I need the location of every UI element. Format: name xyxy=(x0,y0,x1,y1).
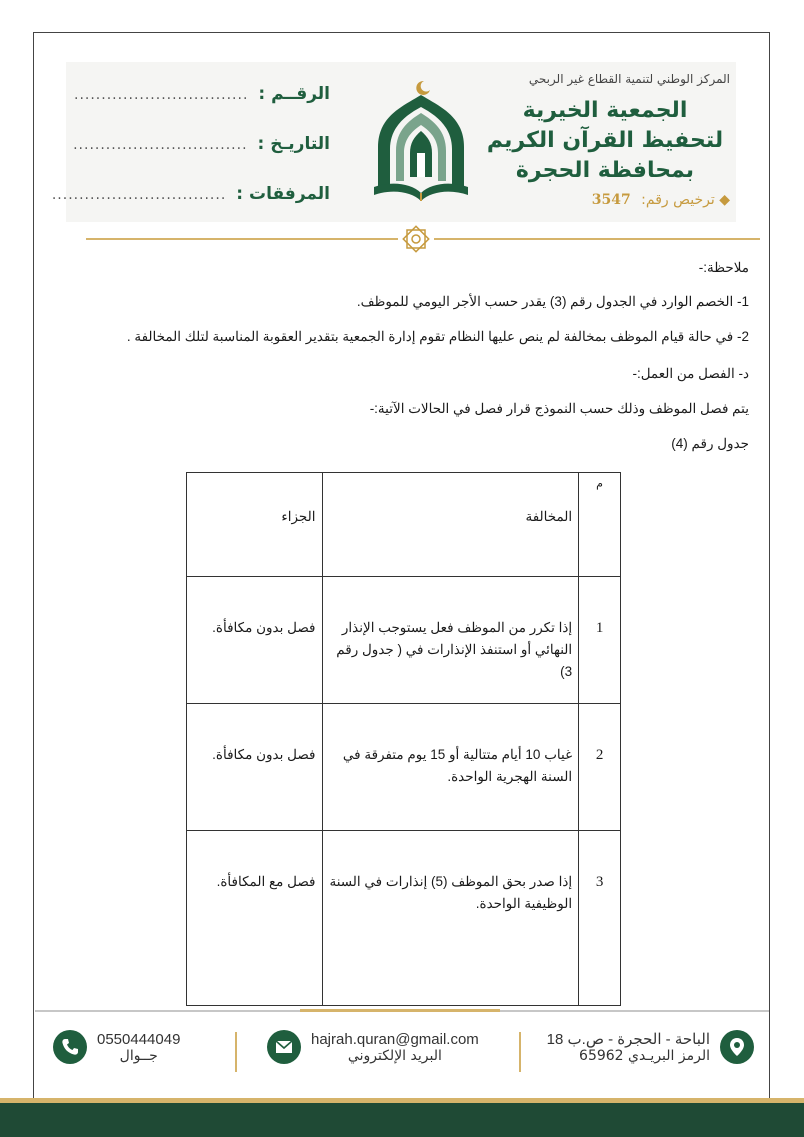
meta-row-number xyxy=(74,84,330,134)
table-row xyxy=(187,577,621,704)
footer-divider-accent xyxy=(300,1009,500,1012)
phone-label: جــوال xyxy=(119,1047,158,1064)
table-header-row xyxy=(187,473,621,577)
postal-code: الرمز البريـدي 65962 xyxy=(579,1048,710,1064)
meta-label: الرقــم : xyxy=(258,84,330,104)
table-caption: جدول رقم (4) xyxy=(671,436,749,451)
row-penalty: فصل بدون مكافأة. xyxy=(187,577,323,704)
footer-contact xyxy=(35,1020,769,1090)
row-penalty: فصل بدون مكافأة. xyxy=(187,704,323,831)
column-header-number: م xyxy=(579,473,621,577)
meta-label: المرفقات : xyxy=(236,184,330,204)
row-penalty: فصل مع المكافأة. xyxy=(187,831,323,1006)
meta-value: ................................ xyxy=(51,187,227,203)
document-meta xyxy=(51,84,330,234)
table-row xyxy=(187,831,621,1006)
footer-address xyxy=(537,1030,754,1064)
row-number: 3 xyxy=(579,831,621,1006)
letterhead xyxy=(51,62,736,222)
phone-number[interactable]: 0550444049 xyxy=(97,1030,181,1048)
meta-row-date xyxy=(73,134,330,184)
location-pin-icon xyxy=(720,1030,754,1064)
org-name xyxy=(480,96,730,186)
footer-phone xyxy=(53,1030,190,1064)
bottom-band xyxy=(0,1103,804,1137)
envelope-icon xyxy=(267,1030,301,1064)
column-header-violation: المخالفة xyxy=(322,473,579,577)
row-violation: إذا صدر بحق الموظف (5) إنذارات في السنة الوظيفية الواحدة. xyxy=(322,831,579,1006)
license-label: ترخيص رقم: xyxy=(641,192,715,208)
ornament-star-icon xyxy=(398,224,434,254)
meta-label: التاريـخ : xyxy=(257,134,330,154)
meta-value: ................................ xyxy=(73,137,248,153)
footer-separator xyxy=(235,1032,237,1072)
organization-block xyxy=(480,72,730,208)
org-name-line: الجمعية الخيرية xyxy=(522,98,688,123)
footer-separator xyxy=(519,1032,521,1072)
address-line: الباحة - الحجرة - ص.ب 18 xyxy=(546,1031,710,1048)
row-number: 2 xyxy=(579,704,621,831)
dismissal-table xyxy=(186,472,621,1006)
org-subtitle: المركز الوطني لتنمية القطاع غير الربحي xyxy=(528,72,730,86)
table-row xyxy=(187,704,621,831)
license-number: 3547 xyxy=(591,192,631,208)
intro-paragraph: يتم فصل الموظف وذلك حسب النموذج قرار فصل في الحالات الآتية:- xyxy=(369,401,749,416)
note-item: 2- في حالة قيام الموظف بمخالفة لم ينص عليها النظام تقوم إدارة الجمعية بتقدير العقوبة المناسبة لتلك المخالفة . xyxy=(126,329,749,344)
note-item: 1- الخصم الوارد في الجدول رقم (3) يقدر حسب الأجر اليومي للموظف. xyxy=(356,294,749,309)
mosque-quran-logo-icon xyxy=(366,77,476,212)
section-heading: د- الفصل من العمل:- xyxy=(632,366,749,381)
phone-icon xyxy=(53,1030,87,1064)
footer-email xyxy=(267,1030,489,1064)
row-number: 1 xyxy=(579,577,621,704)
org-name-line: لتحفيظ القرآن الكريم xyxy=(486,128,724,153)
org-name-line: بمحافظة الحجرة xyxy=(515,158,695,183)
license xyxy=(480,192,730,208)
meta-row-attachments xyxy=(51,184,330,234)
email-address[interactable]: hajrah.quran@gmail.com xyxy=(311,1030,479,1048)
row-violation: إذا تكرر من الموظف فعل يستوجب الإنذار النهائي أو استنفذ الإنذارات في ( جدول رقم 3) xyxy=(322,577,579,704)
row-violation: غياب 10 أيام متتالية أو 15 يوم متفرقة في السنة الهجرية الواحدة. xyxy=(322,704,579,831)
note-heading: ملاحظة:- xyxy=(698,260,749,275)
meta-value: ................................ xyxy=(74,87,249,103)
email-label: البريد الإلكتروني xyxy=(347,1047,442,1064)
diamond-icon: ◆ xyxy=(719,192,730,208)
column-header-penalty: الجزاء xyxy=(187,473,323,577)
